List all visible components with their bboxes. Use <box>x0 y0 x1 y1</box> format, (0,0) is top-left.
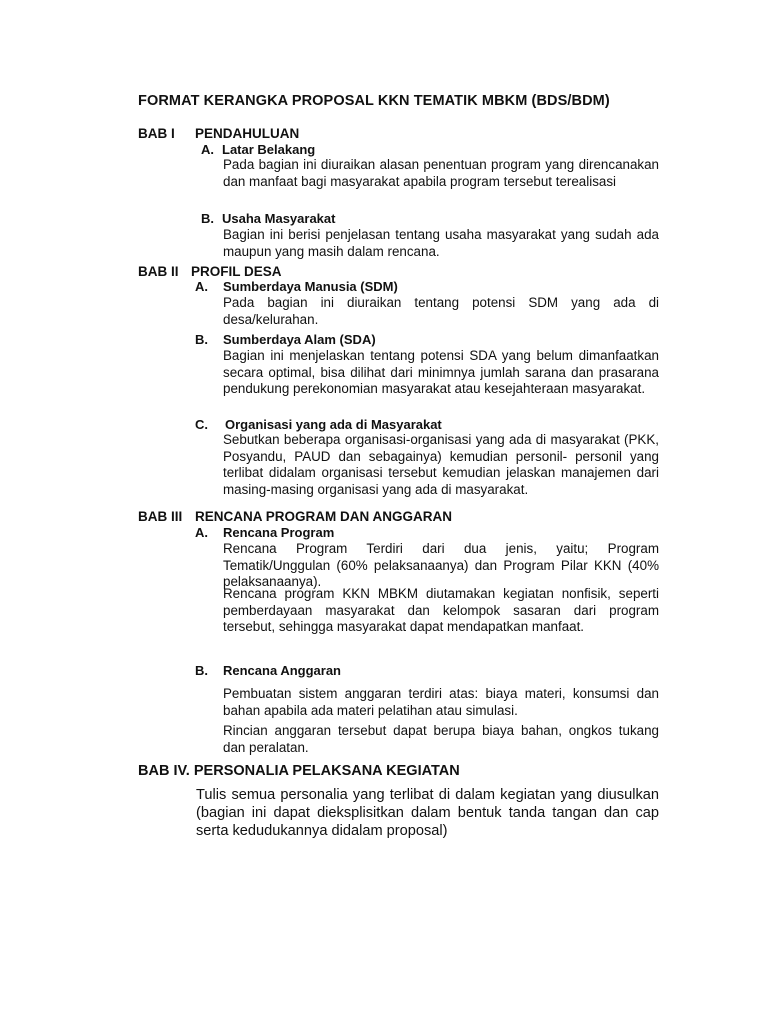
bab1-b-text: Bagian ini berisi penjelasan tentang usaha masyarakat yang sudah ada maupun yang masih dalam rencana. <box>223 227 659 259</box>
bab1-number: BAB I <box>138 126 175 141</box>
bab1-b-name: Usaha Masyarakat <box>222 211 336 226</box>
bab4-heading <box>138 763 460 779</box>
bab2-b-letter: B. <box>195 332 208 347</box>
bab3-a-text1: Rencana Program Terdiri dari dua jenis, yaitu; Program Tematik/Unggulan (60% pelaksanaanya) dan Program Pilar KKN (40% pelaksanaanya). <box>223 541 659 589</box>
bab2-a-name: Sumberdaya Manusia (SDM) <box>223 279 398 294</box>
bab2-heading <box>138 264 282 279</box>
bab3-b-text2: Rincian anggaran tersebut dapat berupa biaya bahan, ongkos tukang dan peralatan. <box>223 723 659 755</box>
bab4-name: PERSONALIA PELAKSANA KEGIATAN <box>193 763 460 779</box>
bab3-number: BAB III <box>138 509 183 524</box>
bab4-text: Tulis semua personalia yang terlibat di dalam kegiatan yang diusulkan (bagian ini dapat dieksplisitkan dalam bentuk tanda tangan dan cap serta kedudukannya didalam proposal) <box>196 787 659 839</box>
bab2-c-text: Sebutkan beberapa organisasi-organisasi yang ada di masyarakat (PKK, Posyandu, PAUD dan sebagainya) kemudian personil- personil yang terlibat didalam organisasi tersebut kemudian jelaskan manajemen dari masing-masing organisasi yang ada di masyarakat. <box>223 432 659 497</box>
bab1-name: PENDAHULUAN <box>195 126 300 141</box>
document-title: FORMAT KERANGKA PROPOSAL KKN TEMATIK MBKM (BDS/BDM) <box>138 93 610 109</box>
bab2-a-letter: A. <box>195 279 208 294</box>
bab4-number: BAB IV. <box>138 763 190 779</box>
bab3-a-name: Rencana Program <box>223 525 335 540</box>
bab3-b-letter: B. <box>195 663 208 678</box>
bab3-b-name: Rencana Anggaran <box>223 663 341 678</box>
bab1-a-name: Latar Belakang <box>222 142 316 157</box>
bab3-a-text2: Rencana program KKN MBKM diutamakan kegiatan nonfisik, seperti pemberdayaan masyarakat dan kelompok sasaran dari program tersebut, sehingga masyarakat dapat mendapatkan manfaat. <box>223 586 659 634</box>
bab2-number: BAB II <box>138 264 179 279</box>
bab1-a-letter: A. <box>201 142 214 157</box>
bab3-heading <box>138 509 452 524</box>
bab1-a-text: Pada bagian ini diuraikan alasan penentuan program yang direncanakan dan manfaat bagi masyarakat apabila program tersebut terealisasi <box>223 157 659 189</box>
bab2-c-letter: C. <box>195 417 208 432</box>
bab2-name: PROFIL DESA <box>191 264 282 279</box>
bab2-b-text: Bagian ini menjelaskan tentang potensi SDA yang belum dimanfaatkan secara optimal, bisa dilihat dari minimnya jumlah sarana dan prasarana pendukung perekonomian masyarakat atau kesejahteraan masyarakat. <box>223 348 659 396</box>
bab3-name: RENCANA PROGRAM DAN ANGGARAN <box>195 509 452 524</box>
bab3-b-text1: Pembuatan sistem anggaran terdiri atas: biaya materi, konsumsi dan bahan apabila ada materi pelatihan atau simulasi. <box>223 686 659 718</box>
bab2-c-name: Organisasi yang ada di Masyarakat <box>225 417 442 432</box>
bab2-b-name: Sumberdaya Alam (SDA) <box>223 332 376 347</box>
bab3-a-letter: A. <box>195 525 208 540</box>
bab2-a-text: Pada bagian ini diuraikan tentang potensi SDM yang ada di desa/kelurahan. <box>223 295 659 327</box>
bab1-heading <box>138 126 299 141</box>
bab1-b-letter: B. <box>201 211 214 226</box>
